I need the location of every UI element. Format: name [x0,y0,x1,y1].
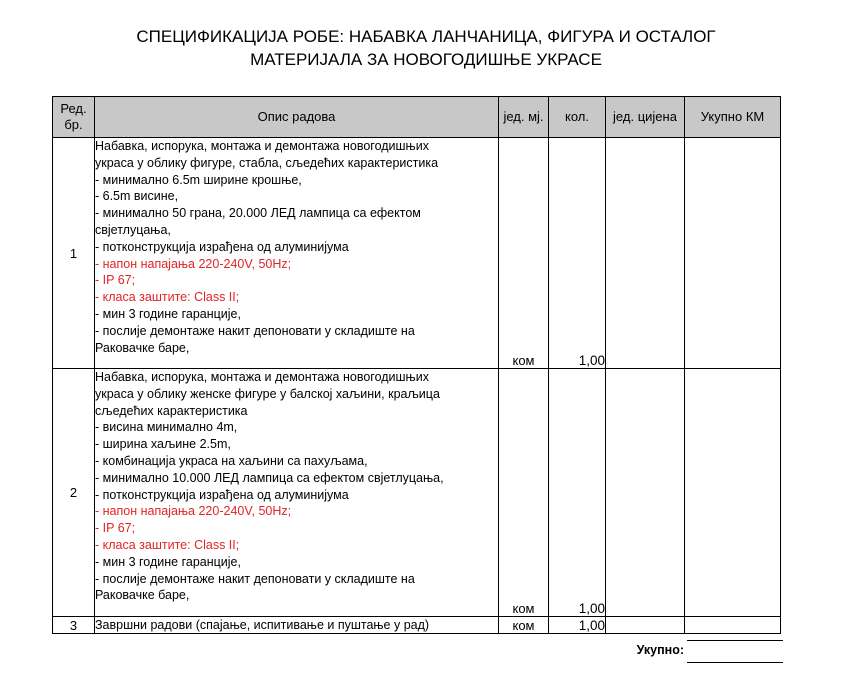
row-quantity: 1,00 [549,617,606,634]
header-row-number-line-2: бр. [64,117,83,132]
specification-table [52,96,781,634]
description-line-highlighted: - класа заштите: Class II; [95,290,240,305]
row-unit: ком [499,138,549,369]
table-row [53,138,781,369]
description-line: - послије демонтаже накит депоновати у складиште на [95,571,415,586]
row-unit-price [606,369,685,617]
header-row-number [53,97,95,138]
description-line: - мин 3 године гаранције, [95,306,241,321]
row-number: 1 [53,138,95,369]
row-unit: ком [499,617,549,634]
row-total [685,138,781,369]
description-line-highlighted: - напон напајања 220-240V, 50Hz; [95,504,292,519]
row-unit-price [606,617,685,634]
row-number: 3 [53,617,95,634]
description-line: - послије демонтаже накит депоновати у складиште на [95,323,415,338]
description-line: сљедећих карактеристика [95,403,248,418]
grand-total-cell [687,640,783,663]
header-unit: јед. мј. [499,97,549,138]
header-quantity: кол. [549,97,606,138]
description-line: - висина минимално 4m, [95,420,238,435]
row-unit: ком [499,369,549,617]
row-description [95,369,499,617]
description-line-highlighted: - IP 67; [95,521,136,536]
row-description [95,138,499,369]
document-title-line-2: МАТЕРИЈАЛА ЗА НОВОГОДИШЊЕ УКРАСЕ [250,50,602,69]
table-row [53,369,781,617]
description-line: Раковачке баре, [95,588,190,603]
description-line: Раковачке баре, [95,340,190,355]
description-line: - ширина хаљине 2.5m, [95,437,231,452]
row-number: 2 [53,369,95,617]
header-description: Опис радова [95,97,499,138]
description-line: - минимално 50 грана, 20.000 ЛЕД лампица са ефектом [95,206,421,221]
row-unit-price [606,138,685,369]
description-line: свјетлуцања, [95,222,171,237]
row-quantity: 1,00 [549,369,606,617]
row-quantity: 1,00 [549,138,606,369]
description-line: украса у облику женске фигуре у балској хаљини, краљица [95,386,440,401]
description-line: - минимално 10.000 ЛЕД лампица са ефектом свјетлуцања, [95,470,444,485]
description-line: Набавка, испорука, монтажа и демонтажа новогодишњих [95,370,429,384]
description-line: - комбинација украса на хаљини са пахуљама, [95,453,368,468]
description-line: - мин 3 године гаранције, [95,554,241,569]
table-row [53,617,781,634]
grand-total-label: Укупно: [636,643,684,657]
description-line-highlighted: - IP 67; [95,273,136,288]
description-line: - 6.5m висине, [95,189,179,204]
description-line: - потконструкција израђена од алуминијума [95,239,349,254]
document-title-line-1: СПЕЦИФИКАЦИЈА РОБЕ: НАБАВКА ЛАНЧАНИЦА, ФИГУРА И ОСТАЛОГ [136,27,716,46]
description-line: Набавка, испорука, монтажа и демонтажа новогодишњих [95,139,429,153]
description-line-highlighted: - класа заштите: Class II; [95,537,240,552]
description-line: - минимално 6.5m ширине крошње, [95,172,302,187]
description-line-highlighted: - напон напајања 220-240V, 50Hz; [95,256,292,271]
header-unit-price: јед. цијена [606,97,685,138]
row-total [685,617,781,634]
header-total: Укупно КМ [685,97,781,138]
header-row-number-line-1: Ред. [60,101,87,116]
description-line: украса у облику фигуре, стабла, сљедећих карактеристика [95,155,439,170]
table-header-row [53,97,781,138]
row-total [685,369,781,617]
description-line: Завршни радови (спајање, испитивање и пуштање у рад) [95,618,430,632]
row-description [95,617,499,634]
description-line: - потконструкција израђена од алуминијума [95,487,349,502]
